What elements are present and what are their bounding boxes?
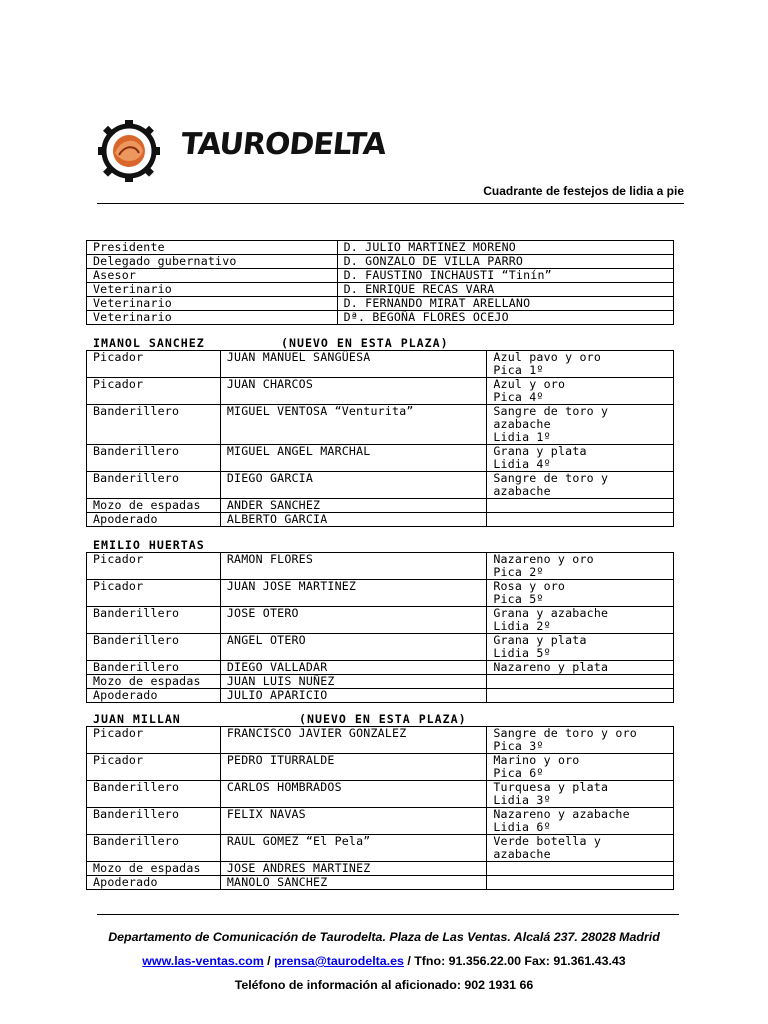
- footer-info-phone: Teléfono de información al aficionado: 902 1931 66: [234, 978, 534, 992]
- official-role: Delegado gubernativo: [87, 255, 338, 269]
- crew-assignment: Pica 3º: [493, 739, 544, 753]
- official-role: Veterinario: [87, 311, 338, 325]
- empty-cell: [493, 675, 673, 688]
- crew-role: Mozo de espadas: [87, 862, 221, 876]
- crew-colors-cell: [487, 472, 674, 499]
- matador-note: (NUEVO EN ESTA PLAZA): [281, 336, 449, 350]
- matador-heading: [93, 712, 467, 726]
- crew-role: Apoderado: [87, 876, 221, 890]
- crew-row: [87, 580, 674, 607]
- crew-colors-cell: [487, 661, 674, 675]
- crew-suit-colors: Sangre de toro y oro: [493, 726, 637, 740]
- crew-colors-cell: [487, 876, 674, 890]
- crew-colors-cell: [487, 689, 674, 703]
- website-link[interactable]: www.las-ventas.com: [142, 954, 264, 968]
- crew-role: Banderillero: [87, 634, 221, 661]
- crew-suit-colors: Azul pavo y oro: [493, 350, 602, 364]
- crew-colors-cell: [487, 513, 674, 527]
- crew-suit-colors: Nazareno y azabache: [493, 807, 630, 821]
- crew-colors-cell: [487, 499, 674, 513]
- taurodelta-logo: [95, 115, 388, 185]
- crew-colors-cell: [487, 862, 674, 876]
- official-row: [87, 311, 674, 325]
- crew-table: [86, 552, 674, 703]
- crew-role: Apoderado: [87, 513, 221, 527]
- crew-assignment: Pica 1º: [493, 363, 544, 377]
- crew-colors-cell: [487, 754, 674, 781]
- crew-member-name: RAMON FLORES: [220, 553, 486, 580]
- official-row: [87, 297, 674, 311]
- official-role: Asesor: [87, 269, 338, 283]
- crew-table: [86, 726, 674, 890]
- crew-role: Banderillero: [87, 781, 221, 808]
- crew-row: [87, 634, 674, 661]
- crew-row: [87, 781, 674, 808]
- crew-member-name: JOSE ANDRES MARTINEZ: [220, 862, 486, 876]
- crew-member-name: MANOLO SANCHEZ: [220, 876, 486, 890]
- crew-member-name: ANDER SANCHEZ: [220, 499, 486, 513]
- official-name: Dª. BEGOÑA FLORES OCEJO: [337, 311, 673, 325]
- crew-role: Picador: [87, 580, 221, 607]
- crew-role: Banderillero: [87, 808, 221, 835]
- crew-member-name: JUAN LUIS NUÑEZ: [220, 675, 486, 689]
- crew-colors-cell: [487, 378, 674, 405]
- crew-member-name: JUAN CHARCOS: [220, 378, 486, 405]
- empty-cell: [493, 513, 673, 526]
- crew-role: Picador: [87, 727, 221, 754]
- crew-colors-cell: [487, 607, 674, 634]
- header-divider: [97, 203, 684, 204]
- crew-row: [87, 661, 674, 675]
- crew-member-name: MIGUEL ANGEL MARCHAL: [220, 445, 486, 472]
- crew-assignment: Pica 2º: [493, 565, 544, 579]
- crew-assignment: Lidia 1º: [493, 430, 551, 444]
- crew-role: Banderillero: [87, 661, 221, 675]
- crew-suit-colors: Sangre de toro y: [493, 471, 609, 485]
- crew-suit-colors: Nazareno y plata: [493, 660, 609, 674]
- bull-ring-icon: [95, 115, 175, 187]
- official-name: D. ENRIQUE RECAS VARA: [337, 283, 673, 297]
- empty-cell: [493, 862, 673, 875]
- crew-row: [87, 876, 674, 890]
- crew-table: [86, 350, 674, 527]
- crew-suit-colors: Azul y oro: [493, 377, 566, 391]
- crew-row: [87, 378, 674, 405]
- crew-colors-cell: [487, 634, 674, 661]
- crew-suit-colors: Verde botella y: [493, 834, 602, 848]
- crew-row: [87, 513, 674, 527]
- official-name: D. FAUSTINO INCHAUSTI “Tinín”: [337, 269, 673, 283]
- crew-suit-colors: Marino y oro: [493, 753, 580, 767]
- crew-member-name: DIEGO GARCIA: [220, 472, 486, 499]
- official-name: D. FERNANDO MIRAT ARELLANO: [337, 297, 673, 311]
- official-name: D. GONZALO DE VILLA PARRO: [337, 255, 673, 269]
- crew-colors-cell: [487, 727, 674, 754]
- crew-role: Picador: [87, 378, 221, 405]
- crew-colors-cell: [487, 580, 674, 607]
- crew-member-name: FRANCISCO JAVIER GONZALEZ: [220, 727, 486, 754]
- crew-colors-cell: [487, 675, 674, 689]
- crew-suit-colors: Nazareno y oro: [493, 552, 594, 566]
- crew-colors-cell: [487, 405, 674, 445]
- official-name: D. JULIO MARTINEZ MORENO: [337, 241, 673, 255]
- crew-assignment: azabache: [493, 847, 551, 861]
- crew-row: [87, 835, 674, 862]
- crew-member-name: JULIO APARICIO: [220, 689, 486, 703]
- crew-role: Banderillero: [87, 607, 221, 634]
- matador-heading: [93, 538, 205, 552]
- crew-role: Banderillero: [87, 472, 221, 499]
- matador-note: (NUEVO EN ESTA PLAZA): [299, 712, 467, 726]
- crew-row: [87, 553, 674, 580]
- crew-row: [87, 754, 674, 781]
- crew-role: Picador: [87, 553, 221, 580]
- footer-divider: [97, 914, 679, 915]
- crew-colors-cell: [487, 781, 674, 808]
- crew-member-name: CARLOS HOMBRADOS: [220, 781, 486, 808]
- crew-assignment: azabache: [493, 484, 551, 498]
- matador-heading: [93, 336, 449, 350]
- empty-cell: [493, 499, 673, 512]
- crew-role: Banderillero: [87, 835, 221, 862]
- crew-role: Mozo de espadas: [87, 499, 221, 513]
- crew-role: Banderillero: [87, 405, 221, 445]
- crew-row: [87, 405, 674, 445]
- crew-colors-cell: [487, 553, 674, 580]
- matador-name: EMILIO HUERTAS: [93, 538, 205, 552]
- crew-assignment: Pica 4º: [493, 390, 544, 404]
- crew-role: Mozo de espadas: [87, 675, 221, 689]
- crew-suit-colors: Grana y plata: [493, 444, 587, 458]
- crew-member-name: ALBERTO GARCIA: [220, 513, 486, 527]
- crew-member-name: ANGEL OTERO: [220, 634, 486, 661]
- crew-role: Picador: [87, 351, 221, 378]
- crew-colors-cell: [487, 835, 674, 862]
- crew-member-name: DIEGO VALLADAR: [220, 661, 486, 675]
- crew-suit-colors: Turquesa y plata: [493, 780, 609, 794]
- crew-assignment: Lidia 3º: [493, 793, 551, 807]
- crew-assignment: Lidia 2º: [493, 619, 551, 633]
- official-role: Presidente: [87, 241, 338, 255]
- official-row: [87, 269, 674, 283]
- crew-row: [87, 689, 674, 703]
- crew-member-name: JOSE OTERO: [220, 607, 486, 634]
- crew-row: [87, 727, 674, 754]
- crew-role: Banderillero: [87, 445, 221, 472]
- footer-address: Departamento de Comunicación de Taurodelta. Plaza de Las Ventas. Alcalá 237. 28028 Madrid: [108, 930, 660, 944]
- crew-assignment: Pica 6º: [493, 766, 544, 780]
- brand-name: TAURODELTA: [179, 127, 388, 162]
- crew-member-name: JUAN MANUEL SANGÜESA: [220, 351, 486, 378]
- crew-assignment: Pica 5º: [493, 592, 544, 606]
- email-link[interactable]: prensa@taurodelta.es: [274, 954, 404, 968]
- official-row: [87, 283, 674, 297]
- crew-assignment: Lidia 6º: [493, 820, 551, 834]
- official-row: [87, 241, 674, 255]
- footer-contact: [0, 954, 768, 968]
- crew-row: [87, 499, 674, 513]
- crew-member-name: FELIX NAVAS: [220, 808, 486, 835]
- empty-cell: [493, 876, 673, 889]
- crew-member-name: MIGUEL VENTOSA “Venturita”: [220, 405, 486, 445]
- officials-table: [86, 240, 674, 325]
- crew-row: [87, 351, 674, 378]
- crew-suit-colors: Grana y plata: [493, 633, 587, 647]
- empty-cell: [493, 689, 673, 702]
- crew-row: [87, 445, 674, 472]
- official-row: [87, 255, 674, 269]
- crew-row: [87, 808, 674, 835]
- crew-member-name: PEDRO ITURRALDE: [220, 754, 486, 781]
- crew-row: [87, 607, 674, 634]
- crew-suit-colors: Sangre de toro y: [493, 404, 609, 418]
- crew-suit-colors: azabache: [493, 417, 551, 431]
- crew-member-name: JUAN JOSE MARTINEZ: [220, 580, 486, 607]
- document-title: Cuadrante de festejos de lidia a pie: [483, 184, 684, 198]
- crew-colors-cell: [487, 808, 674, 835]
- crew-colors-cell: [487, 445, 674, 472]
- official-role: Veterinario: [87, 297, 338, 311]
- crew-suit-colors: Rosa y oro: [493, 579, 566, 593]
- crew-colors-cell: [487, 351, 674, 378]
- matador-name: IMANOL SANCHEZ: [93, 336, 205, 350]
- crew-row: [87, 862, 674, 876]
- crew-assignment: Lidia 4º: [493, 457, 551, 471]
- crew-row: [87, 472, 674, 499]
- crew-row: [87, 675, 674, 689]
- official-role: Veterinario: [87, 283, 338, 297]
- crew-role: Picador: [87, 754, 221, 781]
- crew-suit-colors: Grana y azabache: [493, 606, 609, 620]
- crew-role: Apoderado: [87, 689, 221, 703]
- matador-name: JUAN MILLAN: [93, 712, 181, 726]
- footer-separator: /: [263, 954, 275, 968]
- footer-phones: / Tfno: 91.356.22.00 Fax: 91.361.43.43: [403, 954, 626, 968]
- crew-assignment: Lidia 5º: [493, 646, 551, 660]
- crew-member-name: RAUL GOMEZ “El Pela”: [220, 835, 486, 862]
